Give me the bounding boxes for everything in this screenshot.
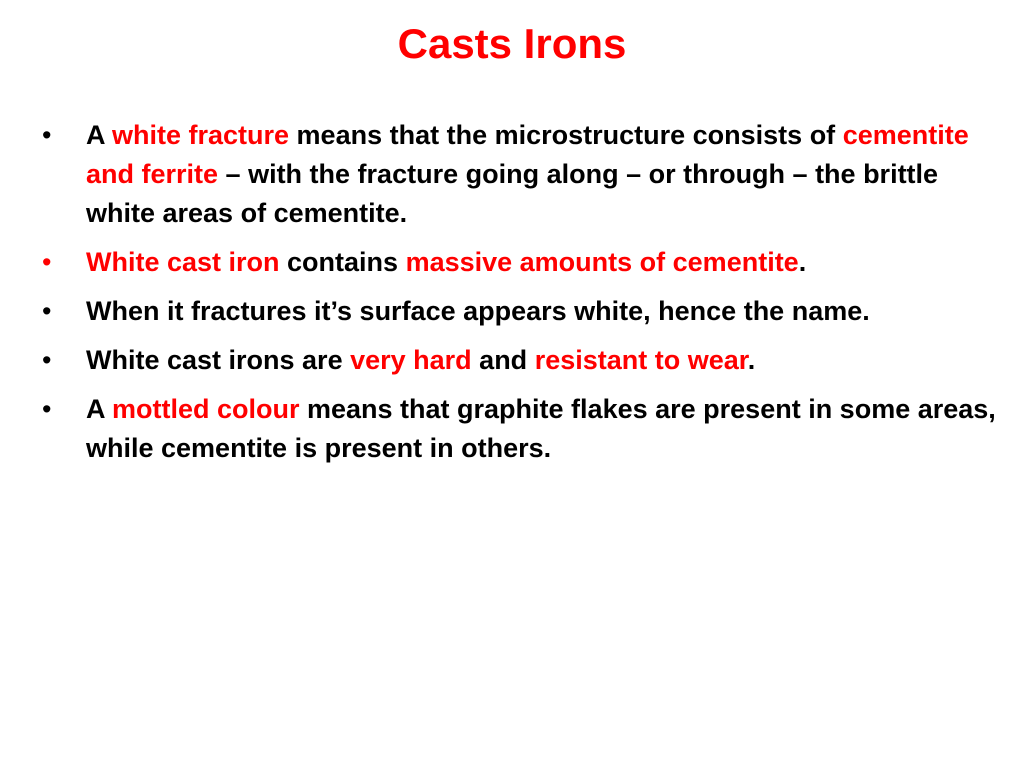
bullet-marker-icon: •	[42, 120, 52, 150]
bullet-marker-icon: •	[42, 247, 52, 277]
bullet-text: means that graphite flakes are present in some areas, while cementite is present in others.	[86, 394, 996, 463]
bullet-text: When it fractures it’s surface appears white, hence the name.	[86, 296, 870, 326]
highlight-term: mottled colour	[112, 394, 300, 424]
bullet-marker-icon: •	[42, 296, 52, 326]
bullet-text: White cast irons are	[86, 345, 351, 375]
highlight-term: resistant to wear	[534, 345, 748, 375]
highlight-term: massive amounts of cementite	[405, 247, 799, 277]
bullet-item-white-fracture	[40, 116, 1000, 233]
bullet-text: means that the microstructure consists of	[289, 120, 843, 150]
bullet-item-white-cast-iron	[40, 243, 1000, 282]
bullet-text: A	[86, 394, 112, 424]
bullet-text: contains	[279, 247, 406, 277]
bullet-text: and	[471, 345, 535, 375]
highlight-term: cementite and ferrite	[86, 120, 969, 189]
bullet-item-mottled-colour	[40, 390, 1000, 468]
highlight-term: white fracture	[112, 120, 290, 150]
bullet-marker-icon: •	[42, 394, 52, 424]
bullet-text: .	[747, 345, 756, 375]
bullet-marker-icon: •	[42, 345, 52, 375]
bullet-list	[40, 116, 1000, 478]
highlight-term: very hard	[350, 345, 472, 375]
bullet-item-surface-white	[40, 292, 1000, 331]
bullet-item-hard-wear	[40, 341, 1000, 380]
slide-title: Casts Irons	[397, 20, 627, 67]
bullet-text: .	[798, 247, 807, 277]
highlight-term: White cast iron	[86, 247, 280, 277]
bullet-text: – with the fracture going along – or through – the brittle white areas of cementite.	[86, 159, 939, 228]
bullet-text: A	[86, 120, 112, 150]
